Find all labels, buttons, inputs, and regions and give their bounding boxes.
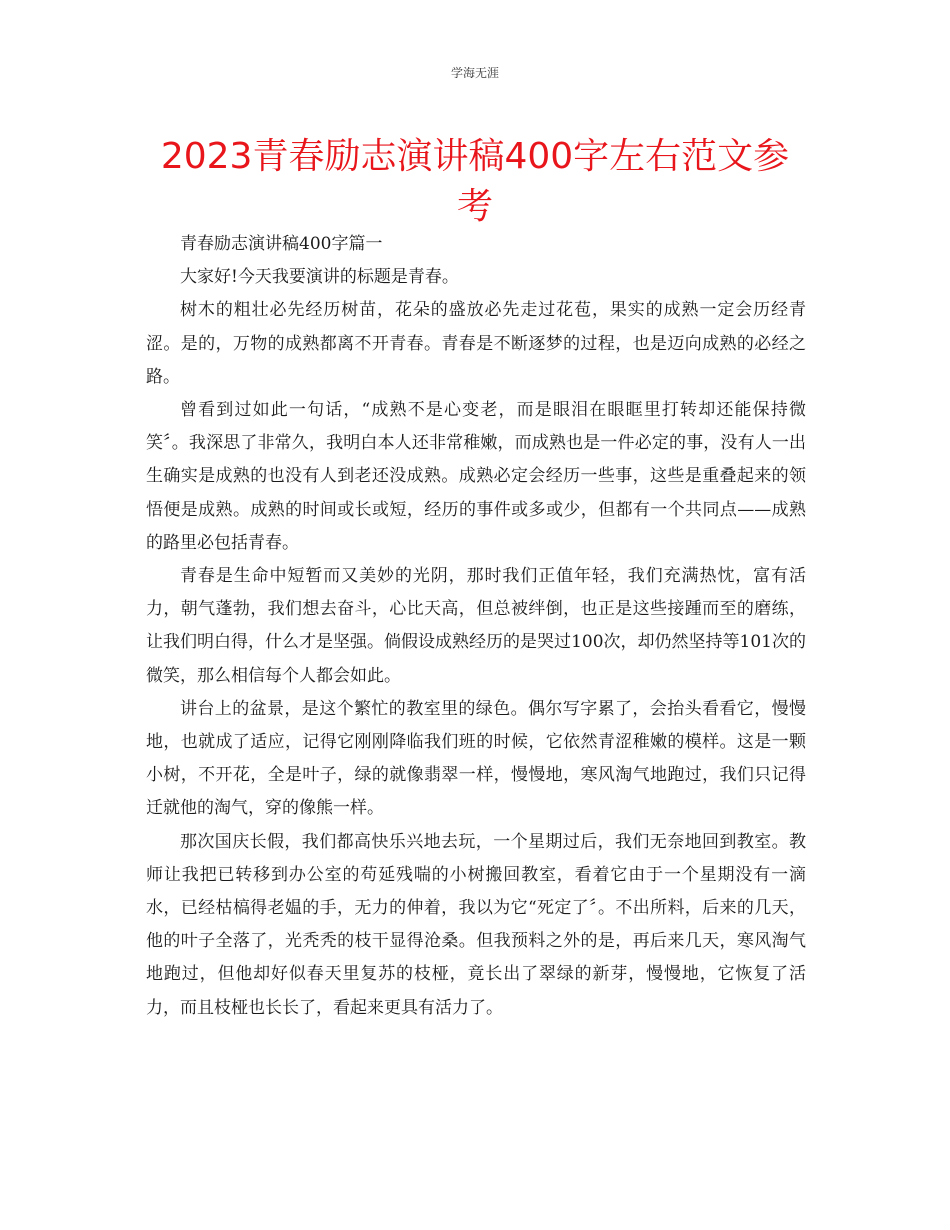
paragraph: 曾看到过如此一句话，“成熟不是心变老，而是眼泪在眼眶里打转却还能保持微笑〞。我深思了非常久，我明白本人还非常稚嫩，而成熟也是一件必定的事，没有人一出生确实是成熟的也没有人到老还没成熟。成熟必定会经历一些事，这些是重叠起来的领悟便是成熟。成熟的时间或长或短，经历的事件或多或少，但都有一个共同点——成熟的路里必包括青春。 (146, 400, 806, 553)
paragraph: 大家好!今天我要演讲的标题是青春。 (180, 267, 459, 288)
paragraph: 树木的粗壮必先经历树苗，花朵的盛放必先走过花苞，果实的成熟一定会历经青涩。是的，万物的成熟都离不开青春。青春是不断逐梦的过程，也是迈向成熟的必经之路。 (146, 300, 806, 387)
paragraph: 那次国庆长假，我们都高快乐兴地去玩，一个星期过后，我们无奈地回到教室。教师让我把已转移到办公室的苟延残喘的小树搬回教室，看着它由于一个星期没有一滴水，已经枯槁得老媪的手，无力的伸着，我以为它“死定了〞。不出所料，后来的几天，他的叶子全落了，光秃秃的枝干显得沧桑。但我预料之外的是，再后来几天，寒风淘气地跑过，但他却好似春天里复苏的枝桠，竟长出了翠绿的新芽，慢慢地，它恢复了活力，而且枝桠也长长了，看起来更具有活力了。 (146, 831, 806, 1018)
paragraph: 青春是生命中短暂而又美妙的光阴，那时我们正值年轻，我们充满热忱，富有活力，朝气蓬勃，我们想去奋斗，心比天高，但总被绊倒，也正是这些接踵而至的磨练，让我们明白得，什么才是坚强。倘假设成熟经历的是哭过100次，却仍然坚持等101次的微笑，那么相信每个人都会如此。 (146, 566, 806, 686)
page-header: 学海无涯 (450, 66, 499, 80)
document-body (146, 228, 806, 1025)
section-heading: 青春励志演讲稿400字篇一 (180, 234, 383, 254)
document-title: 2023青春励志演讲稿400字左右范文参考 (160, 136, 790, 227)
paragraph: 讲台上的盆景，是这个繁忙的教室里的绿色。偶尔写字累了，会抬头看看它，慢慢地，也就成了适应，记得它刚刚降临我们班的时候，它依然青涩稚嫩的模样。这是一颗小树，不开花，全是叶子，绿的就像翡翠一样，慢慢地，寒风淘气地跑过，我们只记得迁就他的淘气，穿的像熊一样。 (146, 698, 806, 819)
